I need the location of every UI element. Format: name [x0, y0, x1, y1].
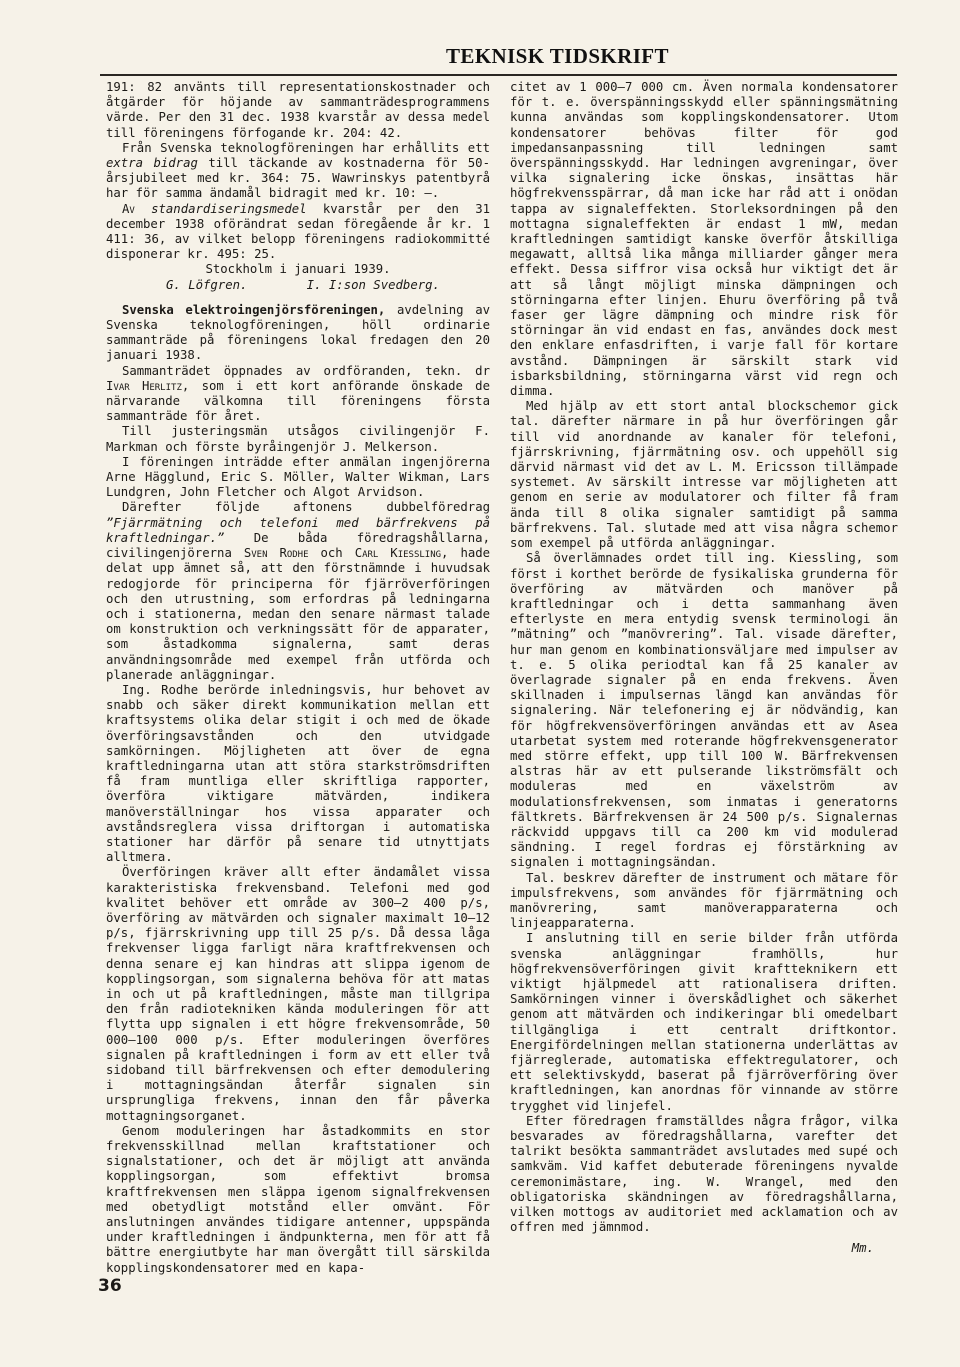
- paragraph: Genom moduleringen har åstadkommits en stor frekvensskillnad mellan kraftstationer och signalstationer, och det är möjligt att använda kopplingsorgan, som effektivt bromsa kraftfrekvensen men släppa igenom signalfrekvensen med obetydligt motstånd eller omvänt. För anslutningen användes tidigare antenner, uppspända under kraftledningen i ändpunkterna, men för att få bättre energiutbyte har man övergått till särskilda kopplingskondensatorer med en kapa-: [106, 1123, 490, 1275]
- paragraph: I anslutning till en serie bilder från utförda svenska anläggningar framhölls, hur högfrekvensöverföringen givit kraftteknikern ett viktigt hjälpmedel att rationalisera driften. Samkörningen vinner i överskådlighet och säkerhet genom att mätvärden och indikeringar bli omedelbart tillgängliga i ett centralt driftkontor. Energifördelningen mellan stationerna underlättas av fjärreglerade, automatiska effektregulatorer, och ett selektivskydd, baserat på fjärröverföring över kraftledningen, kan anordnas för vinnande av större trygghet vid linjefel.: [510, 931, 898, 1113]
- place-date: Stockholm i januari 1939.: [205, 262, 391, 277]
- page-number: 36: [98, 1276, 122, 1296]
- paragraph: Därefter följde aftonens dubbelföredrag ”Fjärrmätning och telefoni med bärfrekvens på kraftledningar.” De båda föredragshållarna, civilingenjörerna Sven Rodhe och Carl Kiessling, hade delat upp ämnet så, att den förstnämnde i huvudsak redogjorde för principerna för fjärröverföringen och den utrustning, som erfordras på ledningarna och i stationerna, medan den senare närmast talade om konstruktion och verkningssätt för de apparater, som åstadkomma signalerna, samt deras användningsområde med exempel från utförda och planerade anläggningar.: [106, 500, 491, 682]
- paragraph: 191: 82 använts till representationskostnader och åtgärder för höjande av sammanträdesprogrammens värde. Per den 31 dec. 1938 kvarstår av dessa medel till föreningens förfogande kr. 204: 42.: [106, 80, 490, 140]
- paragraph: Överföringen kräver allt efter ändamålet vissa karakteristiska frekvensband. Telefoni med god kvalitet behöver ett område av 300—2 400 p/s, överföring av mätvärden och signaler maximalt 10—12 p/s, fjärrskrivning upp till 25 p/s. Då dessa låga frekvenser ligga farligt nära kraftfrekvensen och denna senare ej kan hindras att slippa igenom de kopplingsorgan, som signalerna behöva för att matas in och ut på kraftledningen, måste man tillgripa den från radiotekniken kända moduleringen för att flytta upp signalen i ett högre frekvensområde, 50 000—100 000 p/s. Efter moduleringen överföres signalen på kraftledningen i form av ett eller två sidoband till bärfrekvensen och efter demodulering i mottagningsändan återfår signalen sin ursprungliga frekvens, innan den får påverka mottagningsorganet.: [106, 865, 490, 1123]
- paragraph: Med hjälp av ett stort antal blockschemor gick tal. därefter närmare in på hur överföringen går till vid anordnande av kanaler för telefoni, fjärrskrivning, fjärrmätning osv. och uppehöll sig därvid närmast vid det av L. M. Ericsson tillämpade systemet. Av särskilt intresse var möjligheten att genom en serie av modulatorer och filter få fram ända till 8 olika signaler samtidigt på samma bärfrekvens. Tal. slutade med att visa några schemor som exempel på utförda anläggningar.: [510, 399, 898, 551]
- right-column: [510, 80, 898, 1257]
- paragraph: Av standardiseringsmedel kvarstår per den 31 december 1938 oförändrat sedan föregående år kr. 1 411: 36, av vilket belopp föreningens radiokommitté disponerar kr. 495: 25.: [106, 201, 490, 262]
- paragraph: citet av 1 000—7 000 cm. Även normala kondensatorer för t. e. överspänningsskydd eller spänningsmätning kunna användas som kopplingskondensatorer. Utom kondensatorer behövas filter för god impedansanpassning till ledningen samt överspänningsskydd. Har ledningen avgreningar, över vilka signalering icke önskas, insättas här högfrekvensspärrar, då man icke har råd att i onödan tappa av signaleffekten. Storleksordningen på den mottagna signaleffekten är endast 1 mW, medan kraftledningen samtidigt kanske överför åtskilliga megawatt, alltså lika många milliarder gånger mera effekt. Dessa siffror visa också hur viktigt det är att så långt möjligt minska dämpningen och störningarna efter linjen. Ehuru överföring på två faser ger lägre dämpning och mindre risk för störningar än vid endast en fas, användes dock mest den enklare enfasdriften, i varje fall för kortare avstånd. Dämpningen är särskilt stark vid isbarksbildning, störningarna värst vid regn och dimma.: [510, 80, 898, 399]
- journal-masthead: TEKNISK TIDSKRIFT: [446, 44, 669, 68]
- paragraph: Tal. beskrev därefter de instrument och mätare för impulsfrekvens, som användes för fjärrmätning och manövrering, samt manöverapparaterna och linjeapparaterna.: [510, 870, 898, 931]
- author-signature: Mm.: [851, 1241, 874, 1256]
- paragraph: Till justeringsmän utsågos civilingenjör F. Markman och förste byråingenjör J. Melkerson.: [106, 424, 490, 454]
- header-rule: [100, 74, 897, 76]
- paragraph: Sammanträdet öppnades av ordföranden, tekn. dr Ivar Herlitz, som i ett kort anförande önskade de närvarande välkomna till föreningens första sammanträde för året.: [106, 363, 490, 424]
- paragraph: Efter föredragen framställdes några frågor, vilka besvarades av föredragshållarna, varefter det talrikt besökta sammanträdet avslutades med supé och samkväm. Vid kaffet debuterade föreningens nyvalde ceremonimästare, ing. W. Wrangel, med den obligatoriska skändningen av föredragshållarna, vilken mottogs av auditoriet med acklamation och av offren med jämnmod.: [510, 1113, 898, 1235]
- paragraph: I föreningen inträdde efter anmälan ingenjörerna Arne Hägglund, Eric S. Möller, Walter Wikman, Lars Lundgren, John Fletcher och Algot Arvidson.: [106, 454, 490, 500]
- left-column: [106, 80, 490, 1276]
- paragraph: Så överlämnades ordet till ing. Kiessling, som först i korthet berörde de fysikaliska grunderna för överföring av mätvärden och manöver på kraftledningar och i detta sammanhang även efterlyste en mera entydig svensk terminologi än ”mätning” och ”manövrering”. Tal. visade därefter, hur man genom en kombinationsväljare med impulser av t. e. 5 olika periodtal kan få 25 kanaler av överlagrade signaler på en enda frekvens. Även skillnaden i impulsernas längd kan användas för signalering. När telefonering ej är nödvändig, kan för högfrekvensöverföringen användas ett av Asea utarbetat system med roterande högfrekvensgenerator med större effekt, upp till 100 W. Bärfrekvensen alstras här av ett pulserande likströmsfält och moduleras med en växelström av modulationsfrekvensen, som inmatas i generatorns fältkrets. Bärfrekvensen är 24 500 p/s. Signalernas räckvidd uppgavs till ca 200 km vid modulerad sändning. I regel fordras ej förstärkning av signalen i mottagningsändan.: [510, 551, 898, 870]
- paragraph: Svenska elektroingenjörsföreningen, avdelning av Svenska teknologföreningen, höll ordinarie sammanträde på föreningens lokal fredagen den 20 januari 1938.: [106, 302, 491, 363]
- paragraph: Från Svenska teknologföreningen har erhållits ett extra bidrag till täckande av kostnaderna för 50-årsjubileet med kr. 364: 75. Wawrinskys patentbyrå har för samma ändamål bidragit med kr. 10: —.: [106, 140, 490, 201]
- signatures: G. Löfgren. I. I:son Svedberg.: [166, 277, 440, 292]
- paragraph: Ing. Rodhe berörde inledningsvis, hur behovet av snabb och säker direkt kommunikation mellan ett kraftsystems olika delar stigit i och med de ökade överföringsavstånden och den utvidgade samkörningen. Möjligheten att över de egna kraftledningarna utan att störa starkströmsdriften få fram muntliga eller skriftliga rapporter, överföra viktigare mätvärden, indikera manöverställningar hos vissa apparater och avståndsreglera vissa driftorgan i automatiska stationer har därför på senare tid utnyttjats alltmera.: [106, 682, 490, 865]
